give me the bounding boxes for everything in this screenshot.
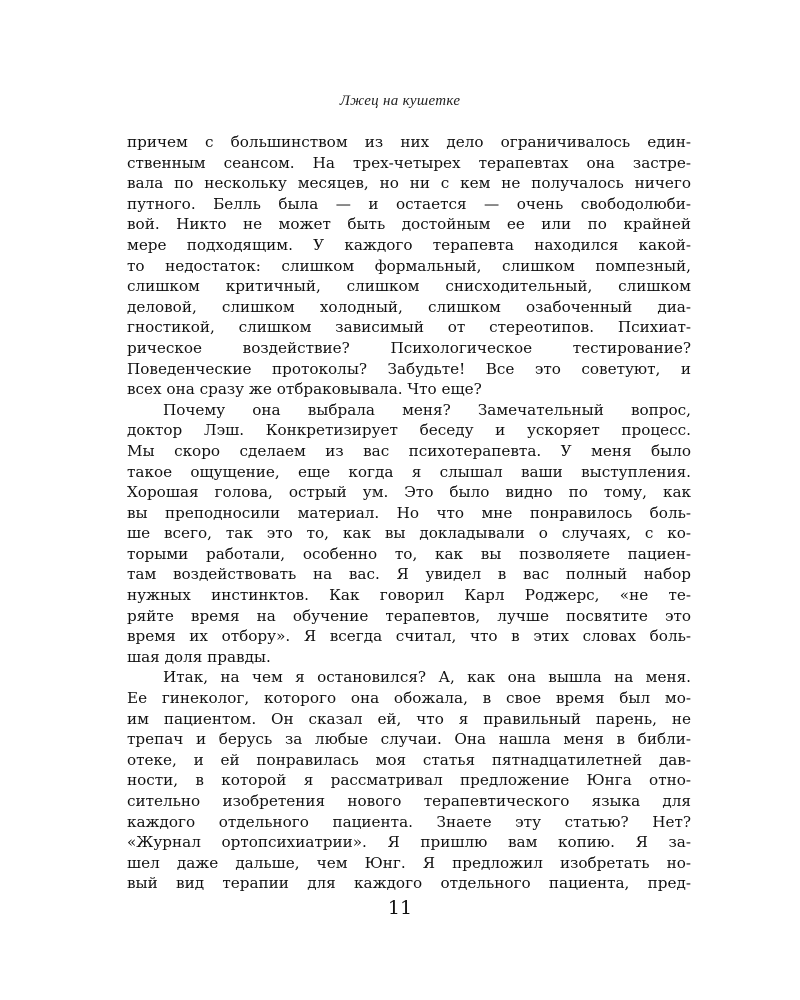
text-line: Мы скоро сделаем из вас психотерапевта. У меня было	[127, 441, 691, 460]
text-line: ше всего, так это то, как вы докладывали о случаях, с ко-	[127, 524, 691, 543]
text-line: такое ощущение, еще когда я слышал ваши выступления.	[127, 462, 691, 481]
body-text	[127, 132, 691, 894]
page-number: 11	[387, 897, 413, 919]
text-line: шая доля правды.	[127, 647, 271, 666]
text-line: торыми работали, особенно то, как вы позволяете пациен-	[127, 544, 691, 563]
text-line: рическое воздействие? Психологическое тестирование?	[127, 338, 691, 357]
text-line: Почему она выбрала меня? Замечательный вопрос,	[163, 400, 691, 419]
text-line: им пациентом. Он сказал ей, что я правильный парень, не	[127, 709, 691, 728]
text-line: отеке, и ей понравилась моя статья пятнадцатилетней дав-	[127, 750, 691, 769]
text-line: ственным сеансом. На трех-четырех терапевтах она застре-	[127, 153, 691, 172]
text-line: «Журнал ортопсихиатрии». Я пришлю вам копию. Я за-	[127, 833, 691, 852]
text-line: вы преподносили материал. Но что мне понравилось боль-	[127, 503, 691, 522]
text-line: гностикой, слишком зависимый от стереотипов. Психиат-	[127, 318, 691, 337]
text-line: ности, в которой я рассматривал предложение Юнга отно-	[127, 771, 691, 790]
text-line: там воздействовать на вас. Я увидел в вас полный набор	[127, 565, 691, 584]
text-line: причем с большинством из них дело ограничивалось един-	[127, 133, 691, 151]
text-line: Ее гинеколог, которого она обожала, в свое время был мо-	[127, 689, 691, 708]
text-line: путного. Белль была — и остается — очень свободолюби-	[127, 194, 691, 213]
text-line: всех она сразу же отбраковывала. Что еще?	[127, 380, 482, 399]
text-line: шел даже дальше, чем Юнг. Я предложил изобретать но-	[127, 853, 691, 872]
text-line: Хорошая голова, острый ум. Это было видно по тому, как	[127, 483, 691, 502]
text-line: ряйте время на обучение терапевтов, лучше посвятите это	[127, 606, 691, 625]
text-line: мере подходящим. У каждого терапевта находился какой-	[127, 235, 691, 254]
text-line: вала по нескольку месяцев, но ни с кем не получалось ничего	[127, 174, 691, 193]
text-line: нужных инстинктов. Как говорил Карл Роджерс, «не те-	[127, 586, 691, 605]
text-line: доктор Лэш. Конкретизирует беседу и ускоряет процесс.	[127, 421, 691, 440]
text-line: каждого отдельного пациента. Знаете эту статью? Нет?	[127, 812, 691, 831]
running-header-title: Лжец на кушетке	[339, 93, 461, 109]
text-line: сительно изобретения нового терапевтического языка для	[127, 792, 691, 810]
text-line: то недостаток: слишком формальный, слишком помпезный,	[127, 256, 691, 275]
text-line: Поведенческие протоколы? Забудьте! Все это советуют, и	[127, 359, 691, 378]
text-line: Итак, на чем я остановился? А, как она вышла на меня.	[163, 668, 691, 687]
text-line: трепач и берусь за любые случаи. Она нашла меня в библи-	[127, 730, 691, 749]
text-line: слишком критичный, слишком снисходительный, слишком	[127, 277, 691, 296]
text-line: деловой, слишком холодный, слишком озабоченный диа-	[127, 297, 691, 316]
text-line: вой. Никто не может быть достойным ее или по крайней	[127, 215, 691, 234]
text-line: вый вид терапии для каждого отдельного пациента, пред-	[127, 874, 691, 893]
text-line: время их отбору». Я всегда считал, что в этих словах боль-	[127, 627, 691, 646]
